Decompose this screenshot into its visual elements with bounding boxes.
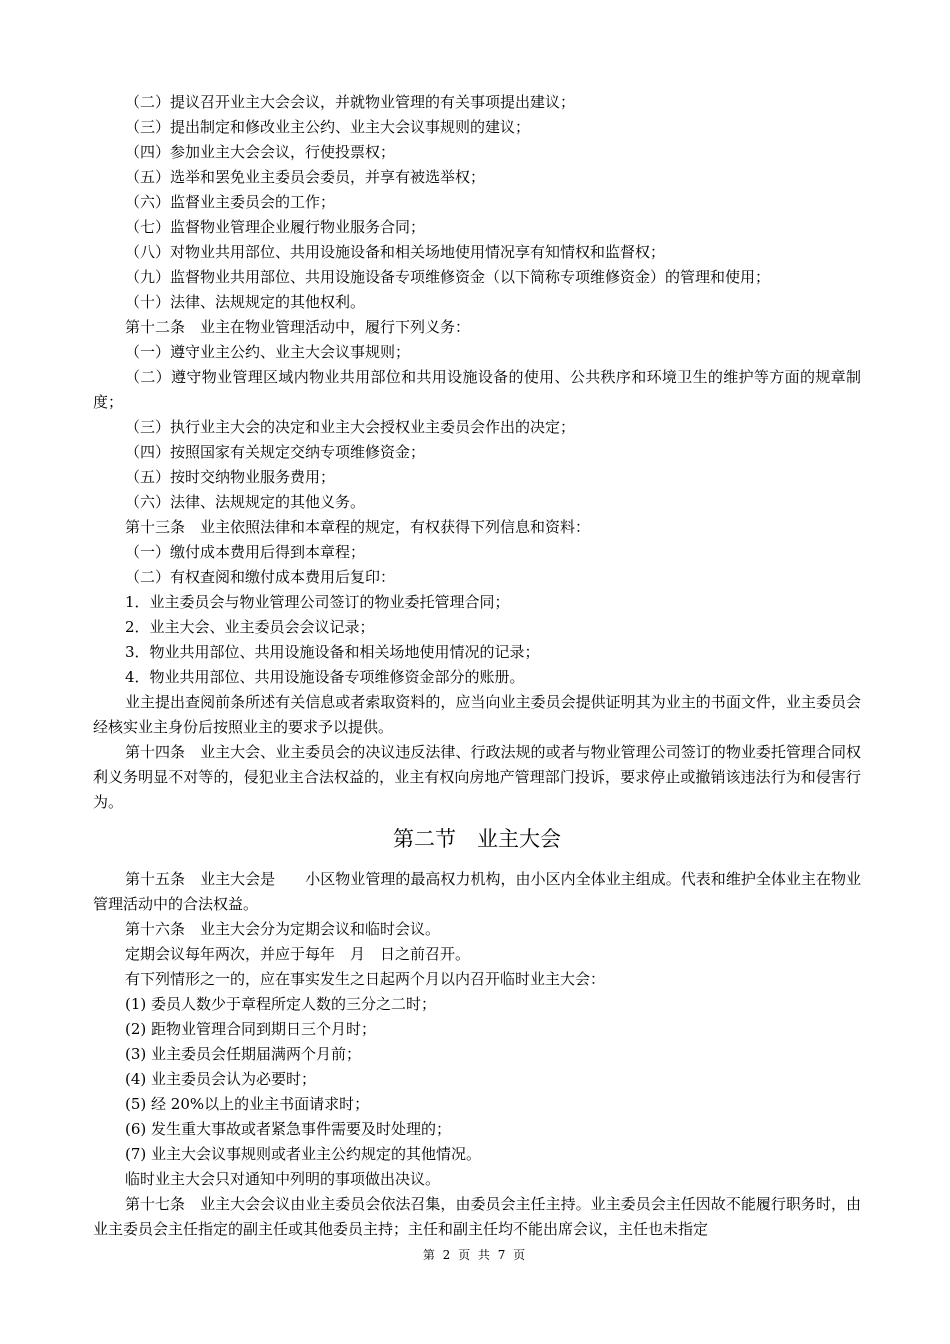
- list-item: （六）法律、法规规定的其他义务。: [125, 493, 366, 511]
- list-item: （四）参加业主大会会议，行使投票权；: [125, 143, 396, 161]
- list-item: （十）法律、法规规定的其他权利。: [125, 293, 366, 311]
- article-paragraph: 第十五条 业主大会是 小区物业管理的最高权力机构，由小区内全体业主组成。代表和维护全体业主在物业管理活动中的合法权益。: [93, 870, 861, 913]
- article-heading: 第十六条 业主大会分为定期会议和临时会议。: [125, 920, 441, 938]
- list-item: (7) 业主大会议事规则或者业主公约规定的其他情况。: [125, 1145, 482, 1163]
- list-item: （二）提议召开业主大会会议，并就物业管理的有关事项提出建议；: [125, 93, 576, 111]
- list-item: (3) 业主委员会任期届满两个月前；: [125, 1045, 362, 1063]
- document-body: [93, 90, 861, 1242]
- list-item: (2) 距物业管理合同到期日三个月时；: [125, 1020, 377, 1038]
- article-paragraph: 第十七条 业主大会会议由业主委员会依法召集，由委员会主任主持。业主委员会主任因故不能履行职务时，由业主委员会主任指定的副主任或其他委员主持；主任和副主任均不能出席会议，主任也未指定: [93, 1195, 861, 1238]
- paragraph: 临时业主大会只对通知中列明的事项做出决议。: [125, 1170, 441, 1188]
- list-item: (5) 经 20%以上的业主书面请求时；: [125, 1095, 370, 1113]
- list-item: （三）提出制定和修改业主公约、业主大会议事规则的建议；: [125, 118, 531, 136]
- list-item: 3．物业共用部位、共用设施设备和相关场地使用情况的记录；: [125, 643, 540, 661]
- list-item: (6) 发生重大事故或者紧急事件需要及时处理的；: [125, 1120, 452, 1138]
- list-item: 4．物业共用部位、共用设施设备专项维修资金部分的账册。: [125, 668, 525, 686]
- list-item: （一）缴付成本费用后得到本章程；: [125, 543, 366, 561]
- list-item: （四）按照国家有关规定交纳专项维修资金；: [125, 443, 426, 461]
- list-item: （五）选举和罢免业主委员会委员，并享有被选举权；: [125, 168, 486, 186]
- paragraph: 业主提出查阅前条所述有关信息或者索取资料的，应当向业主委员会提供证明其为业主的书面文件，业主委员会经核实业主身份后按照业主的要求予以提供。: [93, 693, 861, 736]
- paragraph: 有下列情形之一的，应在事实发生之日起两个月以内召开临时业主大会：: [125, 970, 606, 988]
- list-item: 2．业主大会、业主委员会会议记录；: [125, 618, 375, 636]
- paragraph: 定期会议每年两次，并应于每年 月 日之前召开。: [125, 945, 471, 963]
- list-item: 1．业主委员会与物业管理公司签订的物业委托管理合同；: [125, 593, 510, 611]
- list-item: (1) 委员人数少于章程所定人数的三分之二时；: [125, 995, 437, 1013]
- section-title: 第二节 业主大会: [393, 827, 561, 851]
- article-paragraph: 第十四条 业主大会、业主委员会的决议违反法律、行政法规的或者与物业管理公司签订的物业委托管理合同权利义务明显不对等的，侵犯业主合法权益的，业主有权向房地产管理部门投诉，要求停止或撤销该违法行为和侵害行为。: [93, 743, 861, 811]
- article-heading: 第十三条 业主依照法律和本章程的规定，有权获得下列信息和资料：: [125, 518, 591, 536]
- list-item: （一）遵守业主公约、业主大会议事规则；: [125, 343, 411, 361]
- list-item: （三）执行业主大会的决定和业主大会授权业主委员会作出的决定；: [125, 418, 576, 436]
- list-item: （六）监督业主委员会的工作；: [125, 193, 336, 211]
- list-item: （二）遵守物业管理区域内物业共用部位和共用设施设备的使用、公共秩序和环境卫生的维护等方面的规章制度；: [93, 368, 861, 411]
- page-footer: 第 2 页 共 7 页: [422, 1248, 528, 1262]
- list-item: （九）监督物业共用部位、共用设施设备专项维修资金（以下简称专项维修资金）的管理和使用；: [125, 268, 771, 286]
- list-item: （五）按时交纳物业服务费用；: [125, 468, 336, 486]
- article-heading: 第十二条 业主在物业管理活动中，履行下列义务：: [125, 318, 471, 336]
- list-item: (4) 业主委员会认为必要时；: [125, 1070, 317, 1088]
- list-item: （八）对物业共用部位、共用设施设备和相关场地使用情况享有知情权和监督权；: [125, 243, 666, 261]
- list-item: （二）有权查阅和缴付成本费用后复印：: [125, 568, 396, 586]
- list-item: （七）监督物业管理企业履行物业服务合同；: [125, 218, 426, 236]
